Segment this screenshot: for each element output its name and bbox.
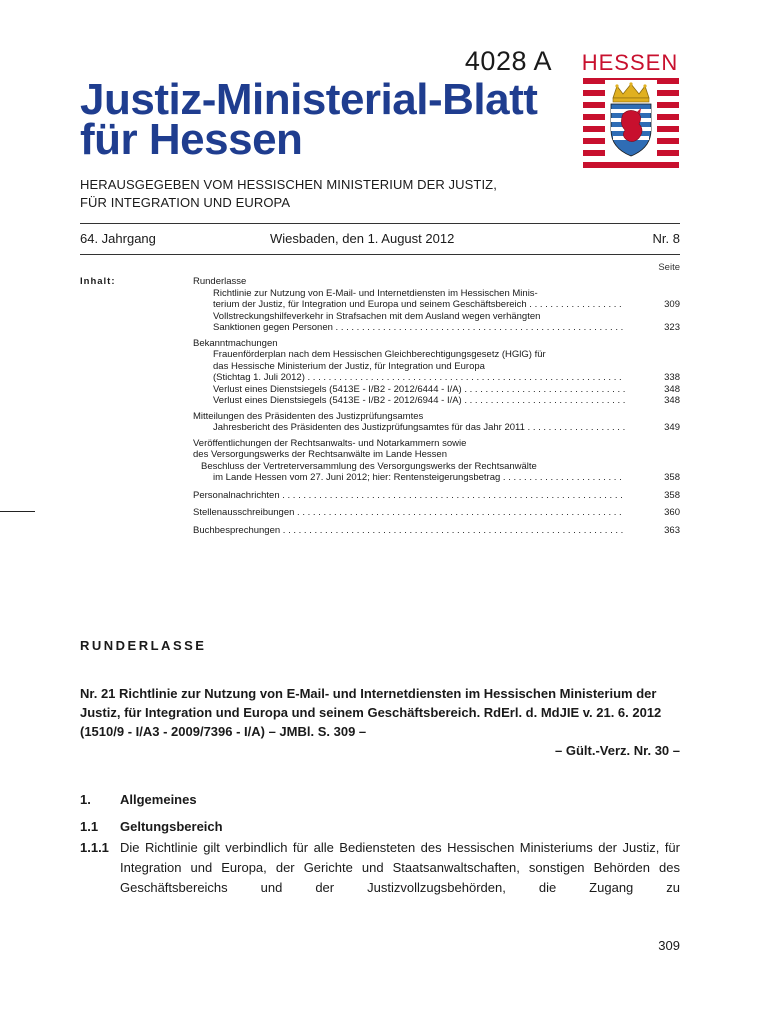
ordinance-reference: – Gült.-Verz. Nr. 30 – [555,743,680,758]
toc-entry-text: Richtlinie zur Nutzung von E-Mail- und Internetdiensten im Hessischen Minis- [213,287,538,299]
toc-entry-text: Beschluss der Vertreterversammlung des Versorgungswerks der Rechtsanwälte [201,460,537,472]
toc-entry-text: terium der Justiz, für Integration und Europa und seinem Geschäftsbereich . . . [193,299,625,311]
paragraph-1-1-1-number: 1.1.1 [80,840,109,855]
toc-entry-text: Jahresbericht des Präsidenten des Justizprüfungsamtes für das Jahr 2011 . . . [193,422,625,434]
toc-entry[interactable] [193,490,680,502]
toc-entry[interactable] [193,372,680,384]
toc-entry-page: 309 [664,299,680,310]
toc-entry-page: 323 [664,322,680,333]
toc-entry[interactable] [193,338,680,350]
issue-code: 4028 A [464,46,552,76]
toc-entry-text: Verlust eines Dienstsiegels (5413E - I/B2 - 2012/6444 - I/A) . . . [193,384,625,396]
toc-entry[interactable] [193,507,680,519]
heading-1-text: Allgemeines [120,792,197,807]
page-folio: 309 [658,938,680,953]
toc-entry-text: Runderlasse [193,276,247,287]
toc-entry-page: 338 [664,372,680,383]
toc-entry-text: des Versorgungswerks der Rechtsanwälte im Lande Hessen [193,449,447,460]
toc-entry-text: Veröffentlichungen der Rechtsanwalts- und Notarkammern sowie [193,437,467,449]
table-of-contents [193,276,680,536]
toc-entry-text: Buchbesprechungen . . . [193,525,625,537]
issue-number: Nr. 8 [652,231,680,246]
toc-entry-page: 348 [664,395,680,406]
toc-entry-text: Verlust eines Dienstsiegels (5413E - I/B2 - 2012/6944 - I/A) . . . [193,395,625,407]
toc-entry-text: Vollstreckungshilfeverkehr in Strafsachen mit dem Ausland wegen verhängten [213,310,541,322]
toc-entry-text: Sanktionen gegen Personen . . . [193,322,625,334]
toc-entry[interactable] [193,288,680,300]
toc-entry[interactable] [193,322,680,334]
ordinance-heading [80,684,680,760]
rule-top [80,223,680,224]
paragraph-1-1-1: Die Richtlinie gilt verbindlich für alle Bediensteten des Hessischen Ministeriums der Justiz, für Integration und Europa, der Gerichte und Staatsanwaltschaften, sonstigen Behörden des Geschäftsbereichs und der Justizvollzugsbehörden, die Zugang zu [120,840,680,895]
toc-entry[interactable] [193,411,680,423]
masthead-title [80,75,538,164]
publisher [80,176,497,212]
toc-entry[interactable] [193,472,680,484]
toc-entry-page: 358 [664,489,680,501]
publisher-line-1: HERAUSGEGEBEN VOM HESSISCHEN MINISTERIUM DER JUSTIZ, [80,177,497,192]
toc-entry[interactable] [193,422,680,434]
margin-tick [0,511,35,512]
masthead-title-line-2: für Hessen [80,115,303,164]
toc-entry-page: 360 [664,507,680,518]
toc-entry-text: Mitteilungen des Präsidenten des Justizprüfungsamtes [193,410,424,422]
toc-entry[interactable] [193,311,680,323]
dateline: Wiesbaden, den 1. August 2012 [270,231,455,246]
toc-entry[interactable] [193,525,680,537]
toc-entry[interactable] [193,299,680,311]
toc-entry[interactable] [193,349,680,361]
hessen-coat-of-arms-icon [583,78,679,168]
rule-bottom [80,254,680,255]
toc-entry[interactable] [193,461,680,473]
toc-entry-text: Personalnachrichten . . . [193,490,625,502]
section-heading: RUNDERLASSE [80,638,207,653]
heading-1-1-number: 1.1 [80,819,99,834]
toc-entry[interactable] [193,395,680,407]
toc-entry-page: 349 [664,422,680,433]
toc-entry-page: 358 [664,472,680,483]
toc-entry-text: Bekanntmachungen [193,337,278,349]
toc-entry-page: 348 [664,383,680,395]
toc-entry[interactable] [193,276,680,288]
toc-page-column-label: Seite [658,262,680,273]
masthead-title-line-1: Justiz-Ministerial-Blatt [80,75,538,124]
heading-1-number: 1. [80,792,91,807]
publisher-line-2: FÜR INTEGRATION UND EUROPA [80,195,291,210]
toc-label: Inhalt: [80,276,116,287]
toc-entry-text: Frauenförderplan nach dem Hessischen Gleichberechtigungsgesetz (HGlG) für [213,349,546,360]
toc-entry-text: (Stichtag 1. Juli 2012) . . . [193,372,625,384]
toc-entry-text: Stellenausschreibungen . . . [193,507,625,519]
toc-entry[interactable] [193,449,680,461]
toc-entry-text: das Hessische Ministerium der Justiz, für Integration und Europa [213,360,485,372]
toc-entry[interactable] [193,384,680,396]
toc-entry[interactable] [193,438,680,450]
heading-1-1-text: Geltungsbereich [120,819,223,834]
toc-entry-page: 363 [664,524,680,536]
volume: 64. Jahrgang [80,231,156,246]
toc-entry-text: im Lande Hessen vom 27. Juni 2012; hier: Rentensteigerungsbetrag . . . [193,472,625,484]
toc-entry[interactable] [193,361,680,373]
ordinance-title: Nr. 21 Richtlinie zur Nutzung von E-Mail- und Internetdiensten im Hessischen Ministerium der Justiz, für Integration und Europa und seinem Geschäftsbereich. RdErl. d. MdJIE v. 21. 6. 2012 (1510/9 - I/A3 - 2009/7396 - I/A) – JMBl. S. 309 – [80,686,662,739]
state-name: HESSEN [581,50,679,75]
